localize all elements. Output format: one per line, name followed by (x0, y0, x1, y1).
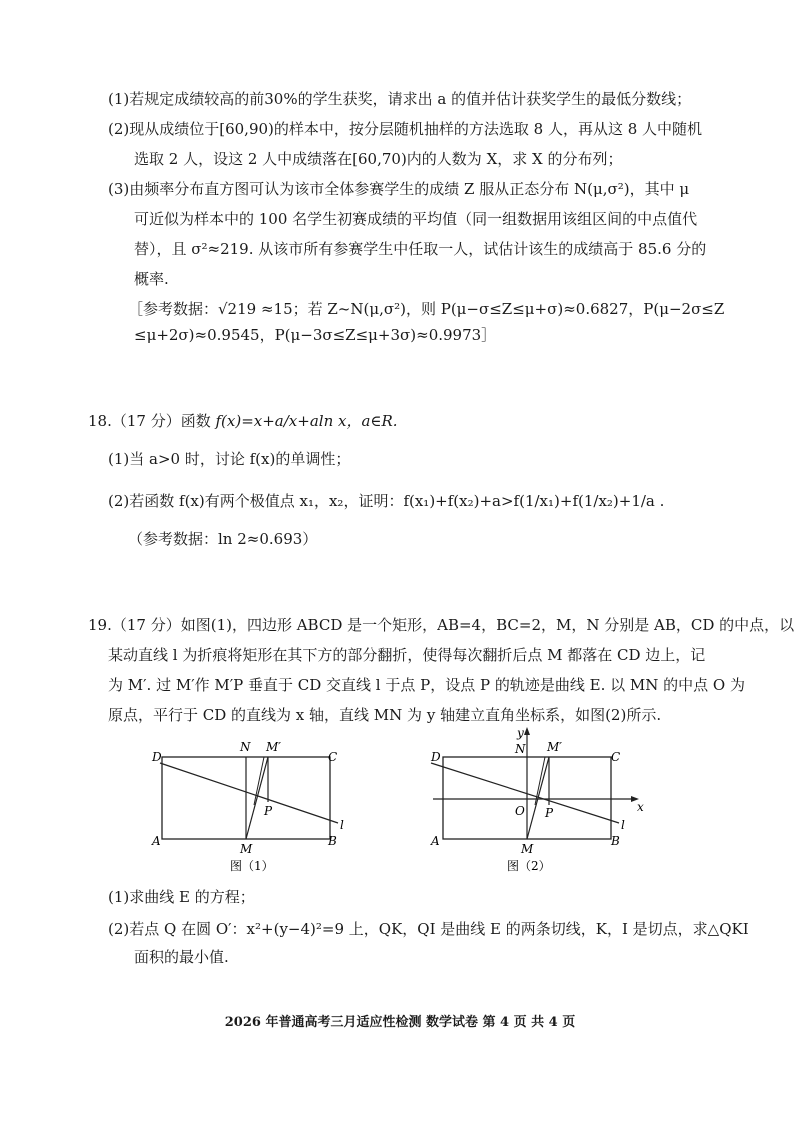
q17-part1: (1)若规定成绩较高的前30%的学生获奖，请求出 a 的值并估计获奖学生的最低分数线； (108, 90, 692, 108)
q19-part2-line2: 面积的最小值. (134, 948, 229, 966)
label-d: D (152, 750, 162, 764)
label-o: O (515, 804, 525, 818)
label-m-prime: M′ (266, 740, 282, 754)
q17-reference-line2: ≤μ+2σ)≈0.9545，P(μ−3σ≤Z≤μ+3σ)≈0.9973］ (134, 326, 497, 344)
q17-part3-line3: 替），且 σ²≈219. 从该市所有参赛学生中任取一人，试估计该生的成绩高于 85.6 分的 (134, 240, 707, 258)
figure-1-diagram (150, 735, 350, 875)
label-m: M (240, 842, 253, 856)
q17-part3-line4: 概率. (134, 270, 169, 288)
label-p: P (264, 804, 273, 818)
figure-2 (425, 725, 650, 875)
q18-stem (88, 410, 398, 432)
label-l: l (340, 818, 344, 832)
label-b: B (611, 834, 620, 848)
label-l: l (621, 818, 625, 832)
label-a: A (431, 834, 440, 848)
figure-2-diagram (425, 725, 650, 875)
label-m-prime: M′ (547, 740, 563, 754)
q17-reference-line1: ［参考数据：√219 ≈15；若 Z~N(μ,σ²)，则 P(μ−σ≤Z≤μ+σ)≈0.6827，P(μ−2σ≤Z (128, 300, 725, 318)
q17-part2-line2: 选取 2 人，设这 2 人中成绩落在[60,70)内的人数为 X，求 X 的分布列； (134, 150, 623, 168)
y-axis-arrow-icon (524, 727, 530, 735)
q19-part2-line1: (2)若点 Q 在圆 O′：x²+(y−4)²=9 上，QK，QI 是曲线 E 的两条切线，K，I 是切点，求△QKI (108, 920, 749, 938)
figure-1 (150, 735, 350, 875)
q19-line4: 原点，平行于 CD 的直线为 x 轴，直线 MN 为 y 轴建立直角坐标系，如图(2)所示. (108, 706, 662, 724)
label-b: B (328, 834, 337, 848)
figure-1-caption: 图（1） (230, 859, 274, 873)
q19-line1: 19.（17 分）如图(1)，四边形 ABCD 是一个矩形，AB=4，BC=2，M，N 分别是 AB，CD 的中点，以 (88, 616, 795, 634)
fold-line-l (160, 763, 338, 823)
label-n: N (240, 740, 251, 754)
label-n: N (515, 742, 526, 756)
q18-stem-function: f(x)=x+a/x+aln x，a∈R. (215, 412, 398, 430)
q19-line2: 某动直线 l 为折痕将矩形在其下方的部分翻折，使得每次翻折后点 M 都落在 CD 边上，记 (108, 646, 706, 664)
q18-part1: (1)当 a>0 时，讨论 f(x)的单调性； (108, 450, 351, 468)
label-a: A (152, 834, 161, 848)
q17-part2-line1: (2)现从成绩位于[60,90)的样本中，按分层随机抽样的方法选取 8 人，再从这 8 人中随机 (108, 120, 703, 138)
label-x: x (637, 800, 644, 814)
figure-2-caption: 图（2） (507, 859, 551, 873)
label-d: D (431, 750, 441, 764)
q17-part3-line2: 可近似为样本中的 100 名学生初赛成绩的平均值（同一组数据用该组区间的中点值代 (134, 210, 698, 228)
page-footer: 2026 年普通高考三月适应性检测 数学试卷 第 4 页 共 4 页 (224, 1015, 576, 1030)
q18-stem-prefix: 18.（17 分）函数 (88, 412, 211, 430)
q18-part2: (2)若函数 f(x)有两个极值点 x₁，x₂，证明：f(x₁)+f(x₂)+a>f(1/x₁)+f(1/x₂)+1/a . (108, 492, 665, 510)
q17-part3-line1: (3)由频率分布直方图可认为该市全体参赛学生的成绩 Z 服从正态分布 N(μ,σ²)，其中 μ (108, 180, 690, 198)
label-p: P (545, 806, 554, 820)
label-c: C (611, 750, 621, 764)
q18-reference: （参考数据：ln 2≈0.693） (128, 530, 318, 548)
fold-line-l (431, 763, 619, 823)
label-y: y (517, 726, 524, 740)
q19-part1: (1)求曲线 E 的方程； (108, 888, 255, 906)
segment-m-mp (527, 757, 549, 839)
q19-line3: 为 M′. 过 M′作 M′P 垂直于 CD 交直线 l 于点 P，设点 P 的轨迹是曲线 E. 以 MN 的中点 O 为 (108, 676, 745, 694)
label-c: C (328, 750, 338, 764)
label-m: M (521, 842, 534, 856)
